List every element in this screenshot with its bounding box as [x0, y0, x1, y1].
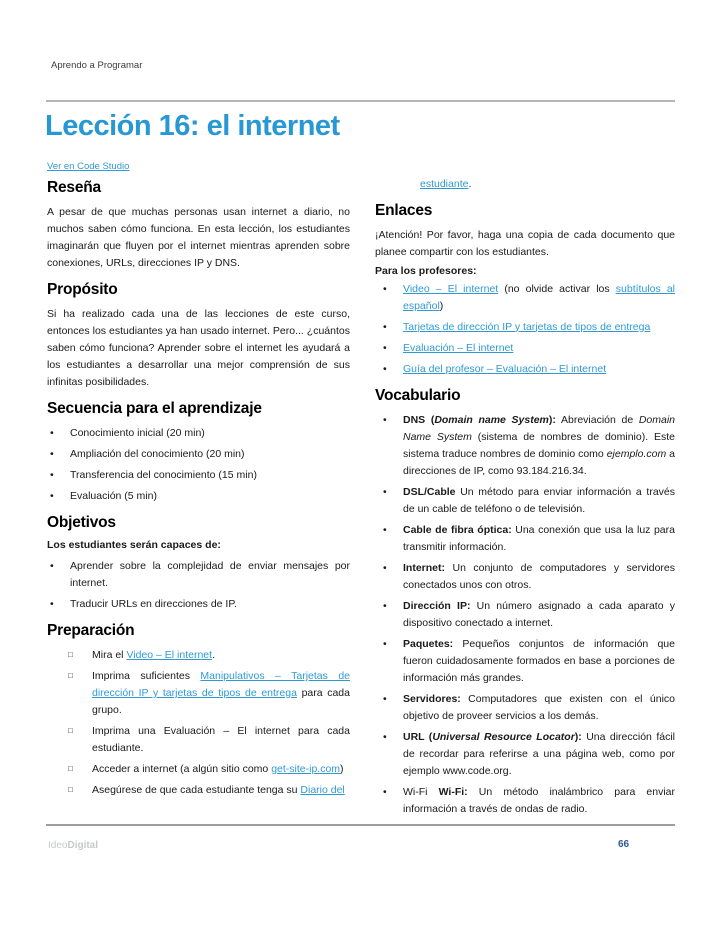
text-run: Abreviación de	[555, 413, 639, 426]
link-list-item	[375, 281, 675, 315]
vocab-item-text	[403, 522, 675, 556]
text-run: Un número asignado a cada aparato y dispositivo conectado a internet.	[403, 599, 675, 629]
vocab-item	[375, 729, 675, 780]
text-run: DSL/Cable	[403, 485, 456, 498]
text-link[interactable]: Video – El internet	[403, 282, 499, 295]
text-run: Domain name System	[434, 413, 549, 426]
page-number: 66	[618, 839, 630, 850]
text-run: .	[212, 649, 215, 661]
checklist-item-text	[92, 782, 350, 799]
link-list-item-text	[403, 319, 675, 336]
text-link[interactable]: Tarjetas de dirección IP y tarjetas de tipos de entrega	[403, 320, 651, 333]
list-item-text: Ampliación del conocimiento (20 min)	[70, 448, 245, 460]
resena-heading: Reseña	[47, 179, 101, 196]
objetivos-list	[47, 558, 350, 613]
checklist-item-text	[92, 723, 350, 757]
text-run: )	[340, 763, 344, 775]
link-list-item-text	[403, 340, 675, 357]
text-run: a direcciones de IP, como 93.184.216.34.	[403, 447, 675, 477]
continuation-text	[375, 177, 675, 193]
enlaces-note: ¡Atención! Por favor, haga una copia de cada documento que planee compartir con los estudiantes.	[375, 228, 675, 258]
bullet-icon: •	[383, 599, 387, 612]
text-run: Servidores:	[403, 692, 461, 705]
checkbox-icon[interactable]: □	[68, 650, 73, 659]
page-title: Lección 16: el internet	[45, 110, 340, 142]
objetivos-heading: Objetivos	[47, 514, 116, 531]
bullet-icon: •	[50, 469, 54, 481]
text-run: Un conjunto de computadores y servidores conectados unos con otros.	[403, 561, 675, 591]
footer-brand	[48, 840, 98, 851]
vocab-item-text	[403, 691, 675, 725]
list-item	[47, 558, 350, 592]
vocab-item-text	[403, 729, 675, 780]
bullet-icon: •	[383, 785, 387, 798]
vocabulario-list	[375, 412, 675, 818]
text-run: Un método para enviar información a través de un cable de teléfono o de televisión.	[403, 485, 675, 515]
bullet-icon: •	[50, 448, 54, 460]
bullet-icon: •	[383, 523, 387, 536]
text-run: Acceder a internet (a algún sitio como	[92, 763, 272, 775]
text-run: Wi-Fi	[403, 785, 439, 798]
bullet-icon: •	[50, 427, 54, 439]
checklist-item	[47, 782, 350, 799]
text-run: ejemplo.com	[606, 447, 667, 460]
proposito-heading: Propósito	[47, 281, 118, 298]
footer-brand-bold: Digital	[67, 840, 99, 851]
bullet-icon: •	[50, 598, 54, 610]
vocab-item-text	[403, 560, 675, 594]
checklist-item	[47, 723, 350, 757]
text-run: Computadores que existen con el único objetivo de proveer servicios a los demás.	[403, 692, 675, 722]
checklist-item	[47, 647, 350, 664]
vocab-item	[375, 522, 675, 556]
text-run: Una dirección fácil de recordar para referirse a una página web, como por ejemplo www.code.org.	[403, 730, 675, 777]
text-run: Wi-Fi:	[438, 785, 468, 798]
right-column	[375, 176, 675, 827]
checkbox-icon[interactable]: □	[68, 726, 73, 735]
checkbox-icon[interactable]: □	[68, 785, 73, 794]
enlaces-list	[375, 281, 675, 378]
vocab-item-text	[403, 784, 675, 818]
secuencia-heading: Secuencia para el aprendizaje	[47, 400, 262, 417]
bullet-icon: •	[50, 490, 54, 502]
document-header	[51, 60, 142, 71]
header-divider	[46, 100, 675, 102]
left-column	[47, 176, 350, 827]
text-run: )	[439, 299, 444, 312]
vocab-item	[375, 784, 675, 818]
link-list-item-text	[403, 281, 675, 315]
two-column-body	[47, 176, 675, 827]
text-run: Un método inalámbrico para enviar información a través de ondas de radio.	[403, 785, 675, 815]
list-item	[47, 596, 350, 613]
bullet-icon: •	[383, 341, 387, 354]
text-run: Pequeños conjuntos de información que fueron cuidadosamente formados en base a porciones de información más grandes.	[403, 637, 675, 684]
enlaces-subheading: Para los profesores:	[375, 264, 477, 277]
list-item-text: Traducir URLs en direcciones de IP.	[70, 598, 237, 610]
text-run: .	[468, 178, 472, 190]
footer-brand-regular: Ideo	[48, 840, 68, 851]
text-link[interactable]: get-site-ip.com	[271, 763, 341, 775]
text-link[interactable]: subtítulos al español	[403, 282, 675, 312]
text-run: Mira el	[92, 649, 127, 661]
checklist-item	[47, 668, 350, 719]
resena-paragraph: A pesar de que muchas personas usan internet a diario, no muchos saben cómo funciona. En esta lección, los estudiantes imaginarán que fluyen por el internet mientras aprenden sobre conexiones, URLs, direcciones IP y DNS.	[47, 206, 350, 269]
vocab-item	[375, 598, 675, 632]
list-item	[47, 467, 350, 484]
vocab-item	[375, 560, 675, 594]
bullet-icon: •	[383, 362, 387, 375]
checklist-item-text	[92, 668, 350, 719]
link-list-item	[375, 319, 675, 336]
text-run: para cada grupo.	[92, 687, 350, 716]
objetivos-intro: Los estudiantes serán capaces de:	[47, 539, 221, 551]
vocab-item	[375, 636, 675, 687]
text-run: Domain Name System	[403, 413, 675, 443]
bullet-icon: •	[383, 730, 387, 743]
checkbox-icon[interactable]: □	[68, 671, 73, 680]
text-run: (sistema de nombres de dominio). Este sistema traduce nombres de dominio como	[403, 430, 675, 460]
bullet-icon: •	[383, 413, 387, 426]
text-run: DNS (	[403, 413, 435, 426]
checklist-item-text	[92, 647, 350, 664]
vocab-item	[375, 484, 675, 518]
checkbox-icon[interactable]: □	[68, 764, 73, 773]
checklist-item	[47, 761, 350, 778]
text-link[interactable]: Evaluación – El internet	[403, 341, 514, 354]
text-link[interactable]: Manipulativos – Tarjetas de dirección IP y tarjetas de tipos de entrega	[92, 670, 350, 699]
text-link[interactable]: Diario del	[300, 784, 345, 796]
bullet-icon: •	[50, 560, 54, 572]
list-item-text: Conocimiento inicial (20 min)	[70, 427, 205, 439]
bullet-icon: •	[383, 485, 387, 498]
link-list-item	[375, 340, 675, 357]
footer-divider	[46, 824, 675, 826]
text-run: URL (	[403, 730, 433, 743]
vocab-item-text	[403, 598, 675, 632]
text-run: Imprima suficientes	[92, 670, 201, 682]
text-run: Internet:	[403, 561, 445, 574]
text-run: Cable de fibra óptica:	[403, 523, 512, 536]
preparacion-checklist	[47, 647, 350, 799]
code-studio-link[interactable]: Ver en Code Studio	[47, 161, 130, 172]
vocab-item-text	[403, 412, 675, 480]
bullet-icon: •	[383, 561, 387, 574]
text-link[interactable]: Guía del profesor – Evaluación – El internet	[403, 362, 607, 375]
text-run: Una conexión que usa la luz para transmitir información.	[403, 523, 675, 553]
list-item	[47, 425, 350, 442]
vocabulario-heading: Vocabulario	[375, 386, 461, 404]
bullet-icon: •	[383, 692, 387, 705]
list-item	[47, 488, 350, 505]
text-run: ):	[574, 730, 582, 743]
text-link[interactable]: Video – El internet	[126, 649, 213, 661]
preparacion-heading: Preparación	[47, 622, 135, 639]
checklist-item-text	[92, 761, 350, 778]
enlaces-heading: Enlaces	[375, 201, 433, 219]
text-run: Asegúrese de que cada estudiante tenga su	[92, 784, 301, 796]
text-run: Universal Resource Locator	[432, 730, 575, 743]
text-run: Imprima una Evaluación – El internet para cada estudiante.	[92, 725, 350, 754]
proposito-paragraph: Si ha realizado cada una de las lecciones de este curso, entonces los estudiantes ya han usado internet. Pero... ¿cuántos saben cómo funciona? Aprender sobre el internet les ayudará a los estudiantes a desarrollar una mejor comprensión de sus infinitas posibilidades.	[47, 308, 350, 388]
header-title: Aprendo a Programar	[51, 60, 143, 71]
link-list-item-text	[403, 361, 675, 378]
text-link[interactable]: estudiante	[420, 178, 469, 190]
text-run: ):	[548, 413, 556, 426]
vocab-item	[375, 412, 675, 480]
vocab-item-text	[403, 636, 675, 687]
list-item-text: Aprender sobre la complejidad de enviar mensajes por internet.	[70, 560, 350, 589]
text-run: Paquetes:	[403, 637, 454, 650]
list-item	[47, 446, 350, 463]
link-list-item	[375, 361, 675, 378]
bullet-icon: •	[383, 637, 387, 650]
text-run: (no olvide activar los	[498, 282, 616, 295]
secuencia-list	[47, 425, 350, 505]
bullet-icon: •	[383, 282, 387, 295]
list-item-text: Evaluación (5 min)	[70, 490, 157, 502]
vocab-item	[375, 691, 675, 725]
bullet-icon: •	[383, 320, 387, 333]
list-item-text: Transferencia del conocimiento (15 min)	[70, 469, 257, 481]
text-run: Dirección IP:	[403, 599, 471, 612]
vocab-item-text	[403, 484, 675, 518]
